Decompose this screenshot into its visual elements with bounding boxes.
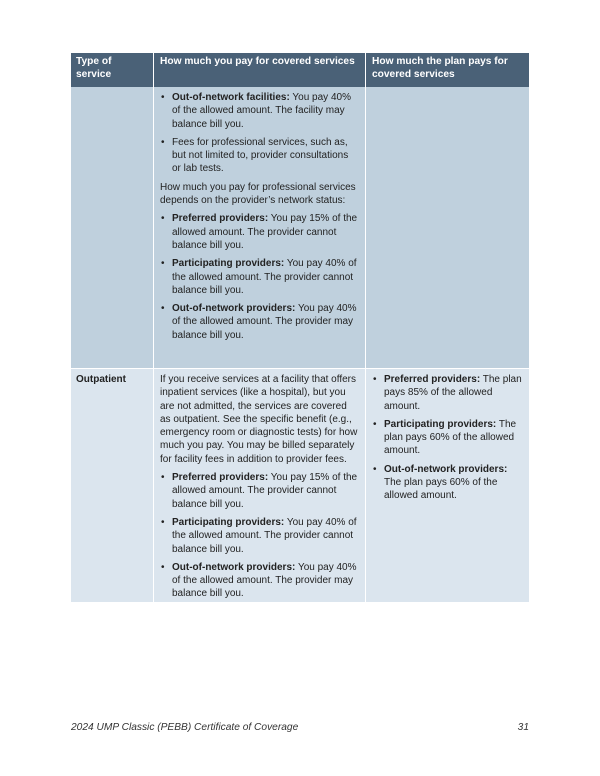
header-you-pay: How much you pay for covered services <box>154 53 366 87</box>
header-type-of-service: Type of service <box>71 53 154 87</box>
list-item: • Participating providers: The plan pays 60% of the allowed amount. <box>372 418 523 458</box>
paragraph: If you receive services at a facility that offers inpatient services (like a hospital), but you are not admitted, the services are covered as outpatient. See the specific benefit (e.g., emergency room or diagnostic tests) for how much you pay. You may be billed separately for facility fees in addition to provider fees. <box>160 374 358 465</box>
table-header-row <box>71 53 529 87</box>
header-plan-pays: How much the plan pays for covered services <box>372 56 508 80</box>
bullet-list <box>160 471 359 601</box>
list-item: • Out-of-network providers: You pay 40% of the allowed amount. The provider may balance bill you. <box>160 302 359 342</box>
list-item: • Out-of-network providers: The plan pays 60% of the allowed amount. <box>372 463 523 503</box>
bullet-list <box>372 373 523 503</box>
table-row <box>71 87 529 368</box>
footer-title: 2024 UMP Classic (PEBB) Certificate of Coverage <box>71 722 299 733</box>
you-pay-cell <box>154 369 366 602</box>
coverage-table <box>71 53 529 602</box>
plan-pays-cell <box>366 369 529 602</box>
list-item: • Out-of-network facilities: You pay 40% of the allowed amount. The facility may balance bill you. <box>160 91 359 131</box>
list-item: • Preferred providers: You pay 15% of the allowed amount. The provider cannot balance bill you. <box>160 212 359 252</box>
paragraph: How much you pay for professional services depends on the provider’s network status: <box>160 181 356 207</box>
list-item: • Participating providers: You pay 40% of the allowed amount. The provider cannot balance bill you. <box>160 257 359 297</box>
table-row <box>71 368 529 602</box>
list-item: • Participating providers: You pay 40% of the allowed amount. The provider cannot balance bill you. <box>160 516 359 556</box>
you-pay-cell <box>154 87 366 368</box>
list-item: • Fees for professional services, such as, but not limited to, provider consultations or lab tests. <box>160 136 359 176</box>
row-type-label: Outpatient <box>71 369 154 602</box>
page-footer <box>71 722 529 733</box>
row-type-label <box>71 87 154 368</box>
bullet-list <box>160 91 359 176</box>
page-number: 31 <box>517 722 529 733</box>
list-item: • Out-of-network providers: You pay 40% of the allowed amount. The provider may balance bill you. <box>160 561 359 601</box>
list-item: • Preferred providers: The plan pays 85% of the allowed amount. <box>372 373 523 413</box>
plan-pays-cell <box>366 87 529 368</box>
bullet-list <box>160 212 359 342</box>
list-item: • Preferred providers: You pay 15% of the allowed amount. The provider cannot balance bill you. <box>160 471 359 511</box>
